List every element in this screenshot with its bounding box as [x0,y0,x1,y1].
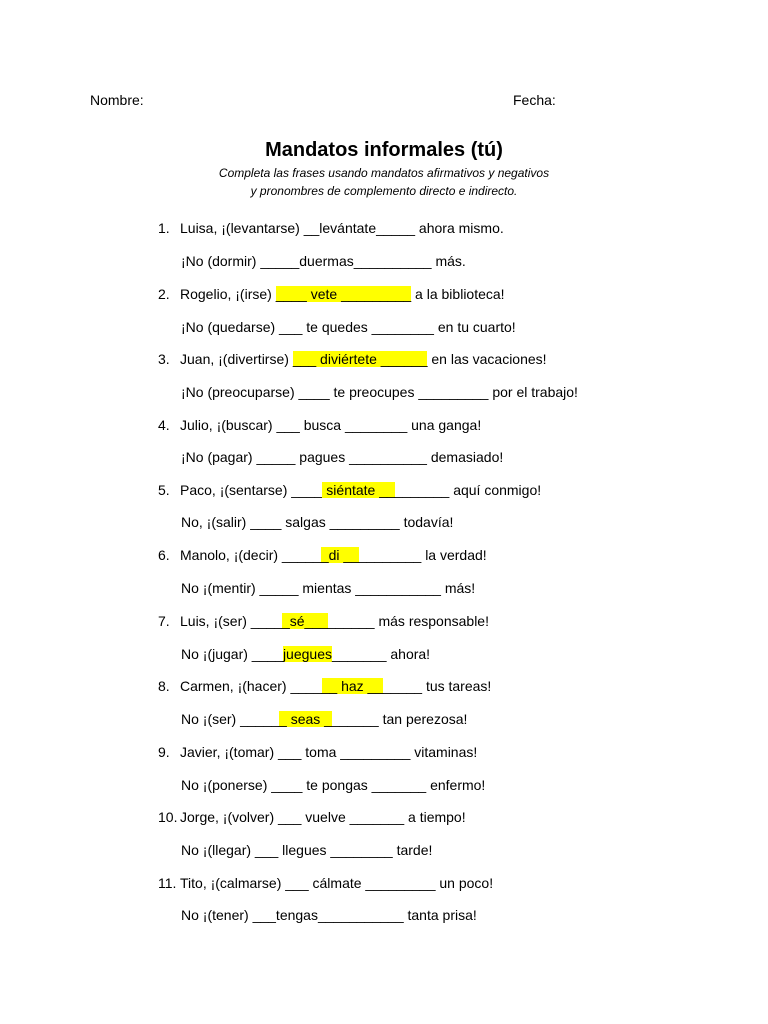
subtitle-line-1: Completa las frases usando mandatos afirmativos y negativos [218,166,550,180]
exercise-6-negative [181,580,475,596]
sentence-text: Jorge, ¡(volver) ___ vuelve _______ a tiempo! [180,809,466,825]
sentence-text: No ¡(llegar) ___ llegues ________ tarde! [181,842,433,858]
sentence-text: en las vacaciones! [427,351,547,367]
item-number: 2. [158,286,170,302]
exercise-6-affirmative [158,547,487,563]
sentence-text: a la biblioteca! [411,286,505,302]
exercise-9-affirmative [158,744,477,760]
item-number: 11. [158,875,177,891]
sentence-text: ¡No (dormir) _____duermas__________ más. [181,253,466,269]
item-number: 10. [158,809,178,825]
sentence-text: ______ más responsable! [327,613,489,629]
exercise-3-negative [181,384,578,400]
exercise-8-negative [181,711,467,727]
sentence-text: ¡No (preocuparse) ____ te preocupes _________ por el trabajo! [181,384,578,400]
exercise-9-negative [181,777,485,793]
sentence-text: No ¡(ser) _____ [181,711,280,727]
sentence-text: _______ aquí conmigo! [394,482,542,498]
sentence-text: No ¡(jugar) ____ [181,646,283,662]
exercise-7-negative [181,646,430,662]
item-number: 6. [158,547,170,563]
exercise-1-negative [181,253,466,269]
exercise-8-affirmative [158,678,491,694]
sentence-text: Carmen, ¡(hacer) ____ [180,678,322,694]
sentence-text: ¡No (pagar) _____ pagues __________ demasiado! [181,449,504,465]
item-number: 1. [158,220,170,236]
exercise-3-affirmative [158,351,547,367]
page-title: Mandatos informales (tú) [265,139,503,161]
exercise-5-negative [181,514,453,530]
highlighted-answer: juegues [282,646,332,662]
exercise-7-affirmative [158,613,489,629]
sentence-text: ________ la verdad! [359,547,487,563]
highlighted-answer: ____ vete _________ [275,286,412,302]
highlighted-answer: __ haz __ [321,678,384,694]
exercise-1-affirmative [158,220,504,236]
exercise-2-affirmative [158,286,505,302]
sentence-text: No ¡(tener) ___tengas___________ tanta prisa! [181,907,477,923]
exercise-2-negative [181,319,516,335]
item-number: 8. [158,678,170,694]
sentence-text: ¡No (quedarse) ___ te quedes ________ en tu cuarto! [181,319,516,335]
item-number: 9. [158,744,170,760]
highlighted-answer: _ seas _ [279,711,332,727]
sentence-text: Luis, ¡(ser) ____ [180,613,282,629]
sentence-text: Paco, ¡(sentarse) ____ [180,482,323,498]
highlighted-answer: siéntate __ [322,482,395,498]
highlighted-answer: ___ diviértete ______ [292,351,428,367]
highlighted-answer: _di __ [320,547,360,563]
sentence-text: ahora mismo. [415,220,504,236]
sentence-text: Rogelio, ¡(irse) [180,286,276,302]
exercise-5-affirmative [158,482,541,498]
sentence-text: Juan, ¡(divertirse) [180,351,293,367]
name-label: Nombre: [90,92,144,108]
sentence-text: Manolo, ¡(decir) _____ [180,547,321,563]
item-number: 4. [158,417,170,433]
item-number: 5. [158,482,170,498]
sentence-text: No, ¡(salir) ____ salgas _________ todavía! [181,514,454,530]
sentence-text: _____ tus tareas! [383,678,492,694]
subtitle-line-2: y pronombres de complemento directo e indirecto. [250,184,518,198]
sentence-text: No ¡(mentir) _____ mientas ___________ más! [181,580,476,596]
sentence-text: Tito, ¡(calmarse) ___ cálmate _________ un poco! [180,875,494,891]
sentence-text: Julio, ¡(buscar) ___ busca ________ una ganga! [180,417,482,433]
sentence-text: _______ ahora! [331,646,431,662]
sentence-text: No ¡(ponerse) ____ te pongas _______ enfermo! [181,777,486,793]
date-label: Fecha: [513,92,556,108]
exercise-10-affirmative [158,809,466,825]
sentence-text: ______ tan perezosa! [331,711,468,727]
item-number: 7. [158,613,170,629]
sentence-text: Javier, ¡(tomar) ___ toma _________ vitaminas! [180,744,478,760]
exercise-11-affirmative [158,875,493,891]
item-number: 3. [158,351,170,367]
highlighted-answer: _sé___ [281,613,328,629]
exercise-10-negative [181,842,432,858]
sentence-text: Luisa, ¡(levantarse) __levántate_____ [180,220,416,236]
exercise-11-negative [181,907,477,923]
exercise-4-affirmative [158,417,481,433]
exercise-4-negative [181,449,503,465]
